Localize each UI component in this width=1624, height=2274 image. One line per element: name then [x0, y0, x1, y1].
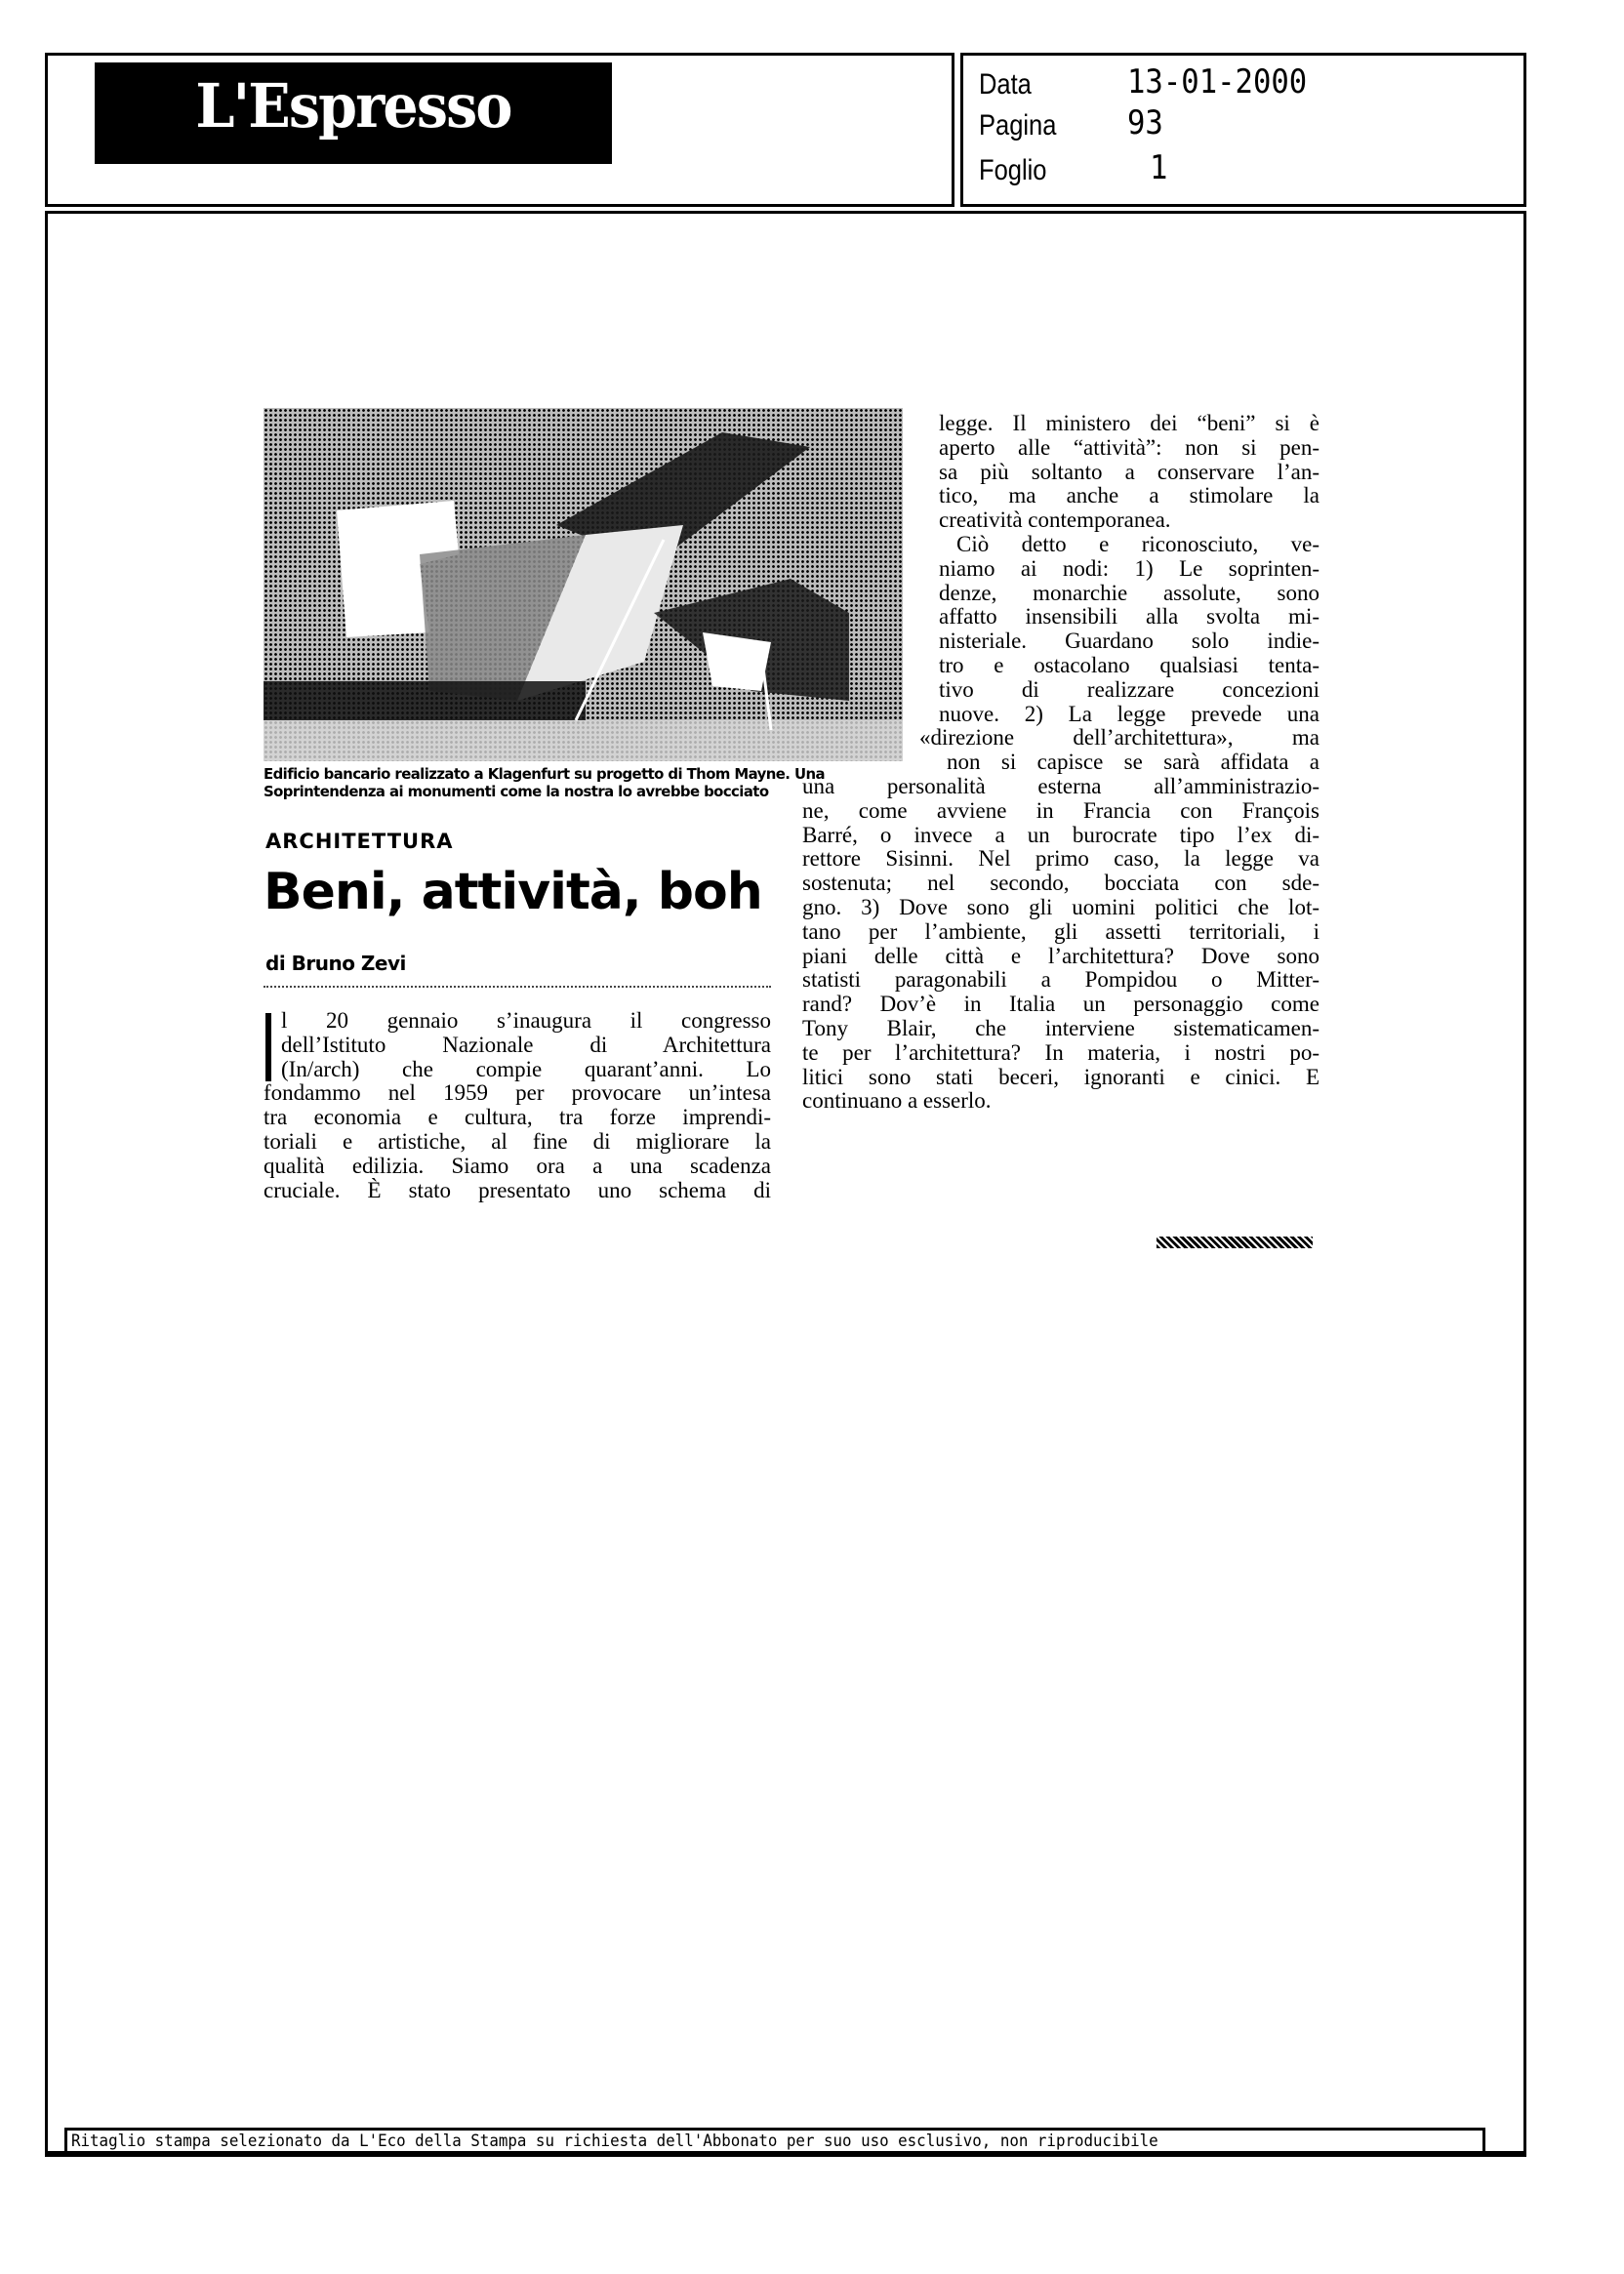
text-line: toriali e artistiche, al fine di migliorare la: [264, 1128, 771, 1154]
text-line: niamo ai nodi: 1) Le soprinten-: [939, 555, 1320, 581]
text-line: piani delle città e l’architettura? Dove sono: [802, 943, 1320, 968]
article-byline: di Bruno Zevi: [265, 952, 406, 975]
text-line: dell’Istituto Nazionale di Architettura: [281, 1032, 771, 1057]
text-line: litici sono stati beceri, ignoranti e cinici. E: [802, 1064, 1320, 1089]
text-line: tivo di realizzare concezioni: [939, 676, 1320, 702]
publication-logo: [95, 62, 612, 164]
text-line: tra economia e cultura, tra forze imprendi-: [264, 1105, 771, 1130]
text-line: nisteriale. Guardano solo indie-: [939, 629, 1320, 654]
text-line: qualità edilizia. Siamo ora a una scadenza: [264, 1153, 771, 1178]
logo-text: L'Espresso: [195, 70, 511, 142]
text-line: sa più soltanto a conservare l’an-: [939, 459, 1320, 484]
text-line: una personalità esterna all’amministrazio-: [802, 773, 1320, 798]
text-line: tico, ma anche a stimolare la: [939, 483, 1320, 508]
meta-value-date: 13-01-2000: [1127, 62, 1308, 102]
text-line: denze, monarchie assolute, sono: [939, 580, 1320, 605]
text-line: Tony Blair, che interviene sistematicamen-: [802, 1015, 1320, 1040]
text-line: cruciale. È stato presentato uno schema di: [264, 1177, 771, 1202]
text-line: statisti paragonabili a Pompidou o Mitter-: [802, 967, 1320, 993]
text-line: creatività contemporanea.: [939, 508, 1171, 533]
caption-line: Soprintendenza ai monumenti come la nostra lo avrebbe bocciato: [264, 783, 769, 800]
text-line: (In/arch) che compie quarant’anni. Lo: [281, 1056, 771, 1081]
text-line: sostenuta; nel secondo, bocciata con sde-: [802, 871, 1320, 896]
article-column-right: [802, 412, 1320, 1114]
article-column-left: [264, 1009, 771, 1202]
meta-value-sheet: 1: [1150, 148, 1168, 187]
text-line: non si capisce se sarà affidata a: [947, 750, 1320, 775]
text-line: Barré, o invece a un burocrate tipo l’ex di-: [802, 822, 1320, 847]
text-line: aperto alle “attività”: non si pen-: [939, 434, 1320, 460]
caption-line: Edificio bancario realizzato a Klagenfurt su progetto di Thom Mayne. Una: [264, 765, 825, 783]
meta-label-foglio: Foglio: [979, 154, 1047, 186]
text-line: «direzione dell’architettura», ma: [919, 725, 1320, 751]
article-headline: Beni, attività, boh: [264, 863, 762, 921]
photo-caption: [264, 765, 882, 800]
article-end-mark: [1157, 1237, 1313, 1248]
text-line: fondammo nel 1959 per provocare un’intesa: [264, 1080, 771, 1106]
text-line: gno. 3) Dove sono gli uomini politici che lot-: [802, 894, 1320, 919]
clipping-notice-text: Ritaglio stampa selezionato da L'Eco della Stampa su richiesta dell'Abbonato per suo uso esclusivo, non riproducibile: [71, 2132, 1158, 2151]
text-line: ne, come avviene in Francia con François: [802, 797, 1320, 823]
meta-label-pagina: Pagina: [979, 109, 1057, 142]
section-kicker: ARCHITETTURA: [265, 830, 454, 853]
byline-divider: [264, 986, 771, 988]
text-line: tro e ostacolano qualsiasi tenta-: [939, 652, 1320, 677]
text-line: rand? Dov’è in Italia un personaggio come: [802, 992, 1320, 1017]
text-line: nuove. 2) La legge prevede una: [939, 701, 1320, 726]
clipping-notice: [64, 2128, 1485, 2153]
text-line: tano per l’ambiente, gli assetti territoriali, i: [802, 918, 1320, 944]
text-line: affatto insensibili alla svolta mi-: [939, 604, 1320, 629]
text-line: l 20 gennaio s’inaugura il congresso: [281, 1008, 771, 1033]
text-line: rettore Sisinni. Nel primo caso, la legge va: [802, 846, 1320, 872]
meta-label-data: Data: [979, 68, 1032, 101]
meta-value-page: 93: [1127, 103, 1163, 142]
text-line: continuano a esserlo.: [802, 1088, 992, 1114]
text-line: Ciò detto e riconosciuto, ve-: [956, 531, 1320, 556]
text-line: te per l’architettura? In materia, i nostri po-: [802, 1039, 1320, 1065]
text-line: legge. Il ministero dei “beni” si è: [939, 411, 1320, 435]
